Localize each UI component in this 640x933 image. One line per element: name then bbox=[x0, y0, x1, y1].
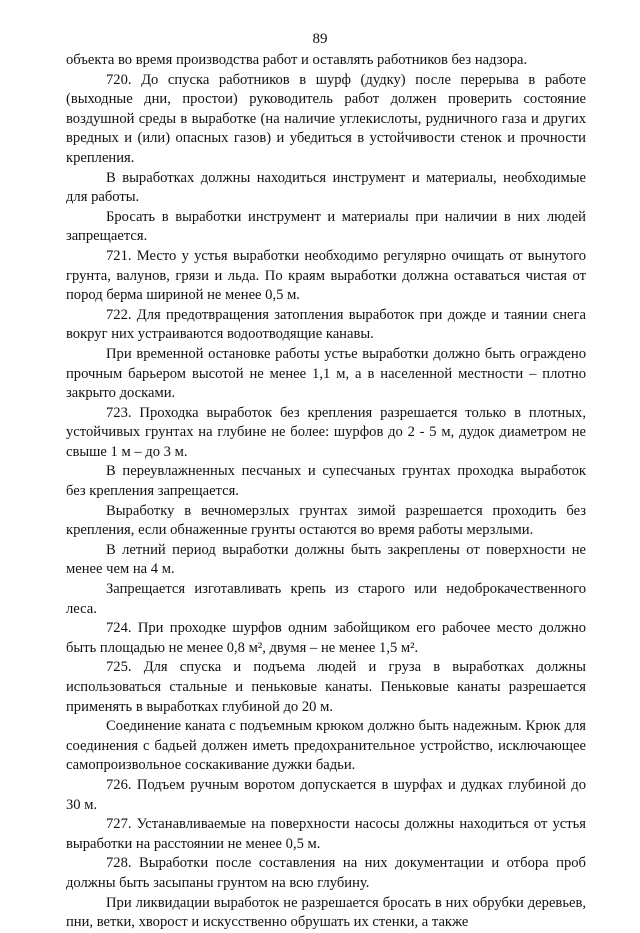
paragraph-liquidation: При ликвидации выработок не разрешается бросать в них обрубки деревьев, пни, ветки, хворост и искусственно обрушать их стенки, а также bbox=[66, 894, 586, 931]
paragraph-722: 722. Для предотвращения затопления выработок при дожде и таянии снега вокруг них устраиваются водоотводящие канавы. bbox=[66, 306, 586, 343]
paragraph-temporary-stop: При временной остановке работы устье выработки должно быть ограждено прочным барьером высотой не менее 1,1 м, а в населенной местности – плотно закрыто досками. bbox=[66, 345, 586, 402]
paragraph-723: 723. Проходка выработок без крепления разрешается только в плотных, устойчивых грунтах на глубине не более: шурфов до 2 - 5 м, дудок диаметром не свыше 1 м – до 3 м. bbox=[66, 404, 586, 460]
paragraph-throwing-prohibited: Бросать в выработки инструмент и материалы при наличии в них людей запрещается. bbox=[66, 208, 586, 245]
paragraph-725: 725. Для спуска и подъема людей и груза в выработках должны использоваться стальные и пеньковые канаты. Пеньковые канаты разрешается применять в выработках глубиной до 20 м. bbox=[66, 659, 586, 715]
paragraph-timber-prohibited: Запрещается изготавливать крепь из старого или недоброкачественного леса. bbox=[66, 581, 586, 617]
paragraph-727: 727. Устанавливаемые на поверхности насосы должны находиться от устья выработки на расстоянии не менее 0,5 м. bbox=[66, 816, 586, 852]
paragraph-permafrost: Выработку в вечномерзлых грунтах зимой разрешается проходить без крепления, если обнаженные грунты остаются во время работы мерзлыми. bbox=[66, 502, 586, 539]
paragraph-summer-period: В летний период выработки должны быть закреплены от поверхности не менее чем на 4 м. bbox=[66, 541, 586, 578]
paragraph-tools-materials: В выработках должны находиться инструмент и материалы, необходимые для работы. bbox=[66, 169, 586, 206]
document-body bbox=[66, 51, 586, 933]
page-number: 89 bbox=[312, 31, 328, 47]
paragraph-728: 728. Выработки после составления на них документации и отбора проб должны быть засыпаны грунтом на всю глубину. bbox=[66, 855, 586, 891]
paragraph-continuation: объекта во время производства работ и оставлять работников без надзора. bbox=[66, 52, 528, 68]
paragraph-720: 720. До спуска работников в шурф (дудку) после перерыва в работе (выходные дни, простои) руководитель работ должен проверить состояние воздушной среды в выработке (на наличие углекислоты, рудничного газа и других вредных и (или) опасных газов) и убедиться в устойчивости стенок и прочности крепления. bbox=[66, 71, 586, 166]
paragraph-wet-soils: В переувлажненных песчаных и супесчаных грунтах проходка выработок без крепления запрещается. bbox=[66, 463, 586, 500]
paragraph-rope-connection: Соединение каната с подъемным крюком должно быть надежным. Крюк для соединения с бадьей должен иметь предохранительное устройство, исключающее самопроизвольное соскакивание дужки бадьи. bbox=[66, 718, 586, 774]
paragraph-721: 721. Место у устья выработки необходимо регулярно очищать от вынутого грунта, валунов, грязи и льда. По краям выработки должна оставаться чистая от пород берма шириной не менее 0,5 м. bbox=[66, 247, 586, 304]
paragraph-726: 726. Подъем ручным воротом допускается в шурфах и дудках глубиной до 30 м. bbox=[66, 776, 586, 813]
paragraph-724: 724. При проходке шурфов одним забойщиком его рабочее место должно быть площадью не менее 0,8 м², двумя – не менее 1,5 м². bbox=[66, 620, 586, 656]
